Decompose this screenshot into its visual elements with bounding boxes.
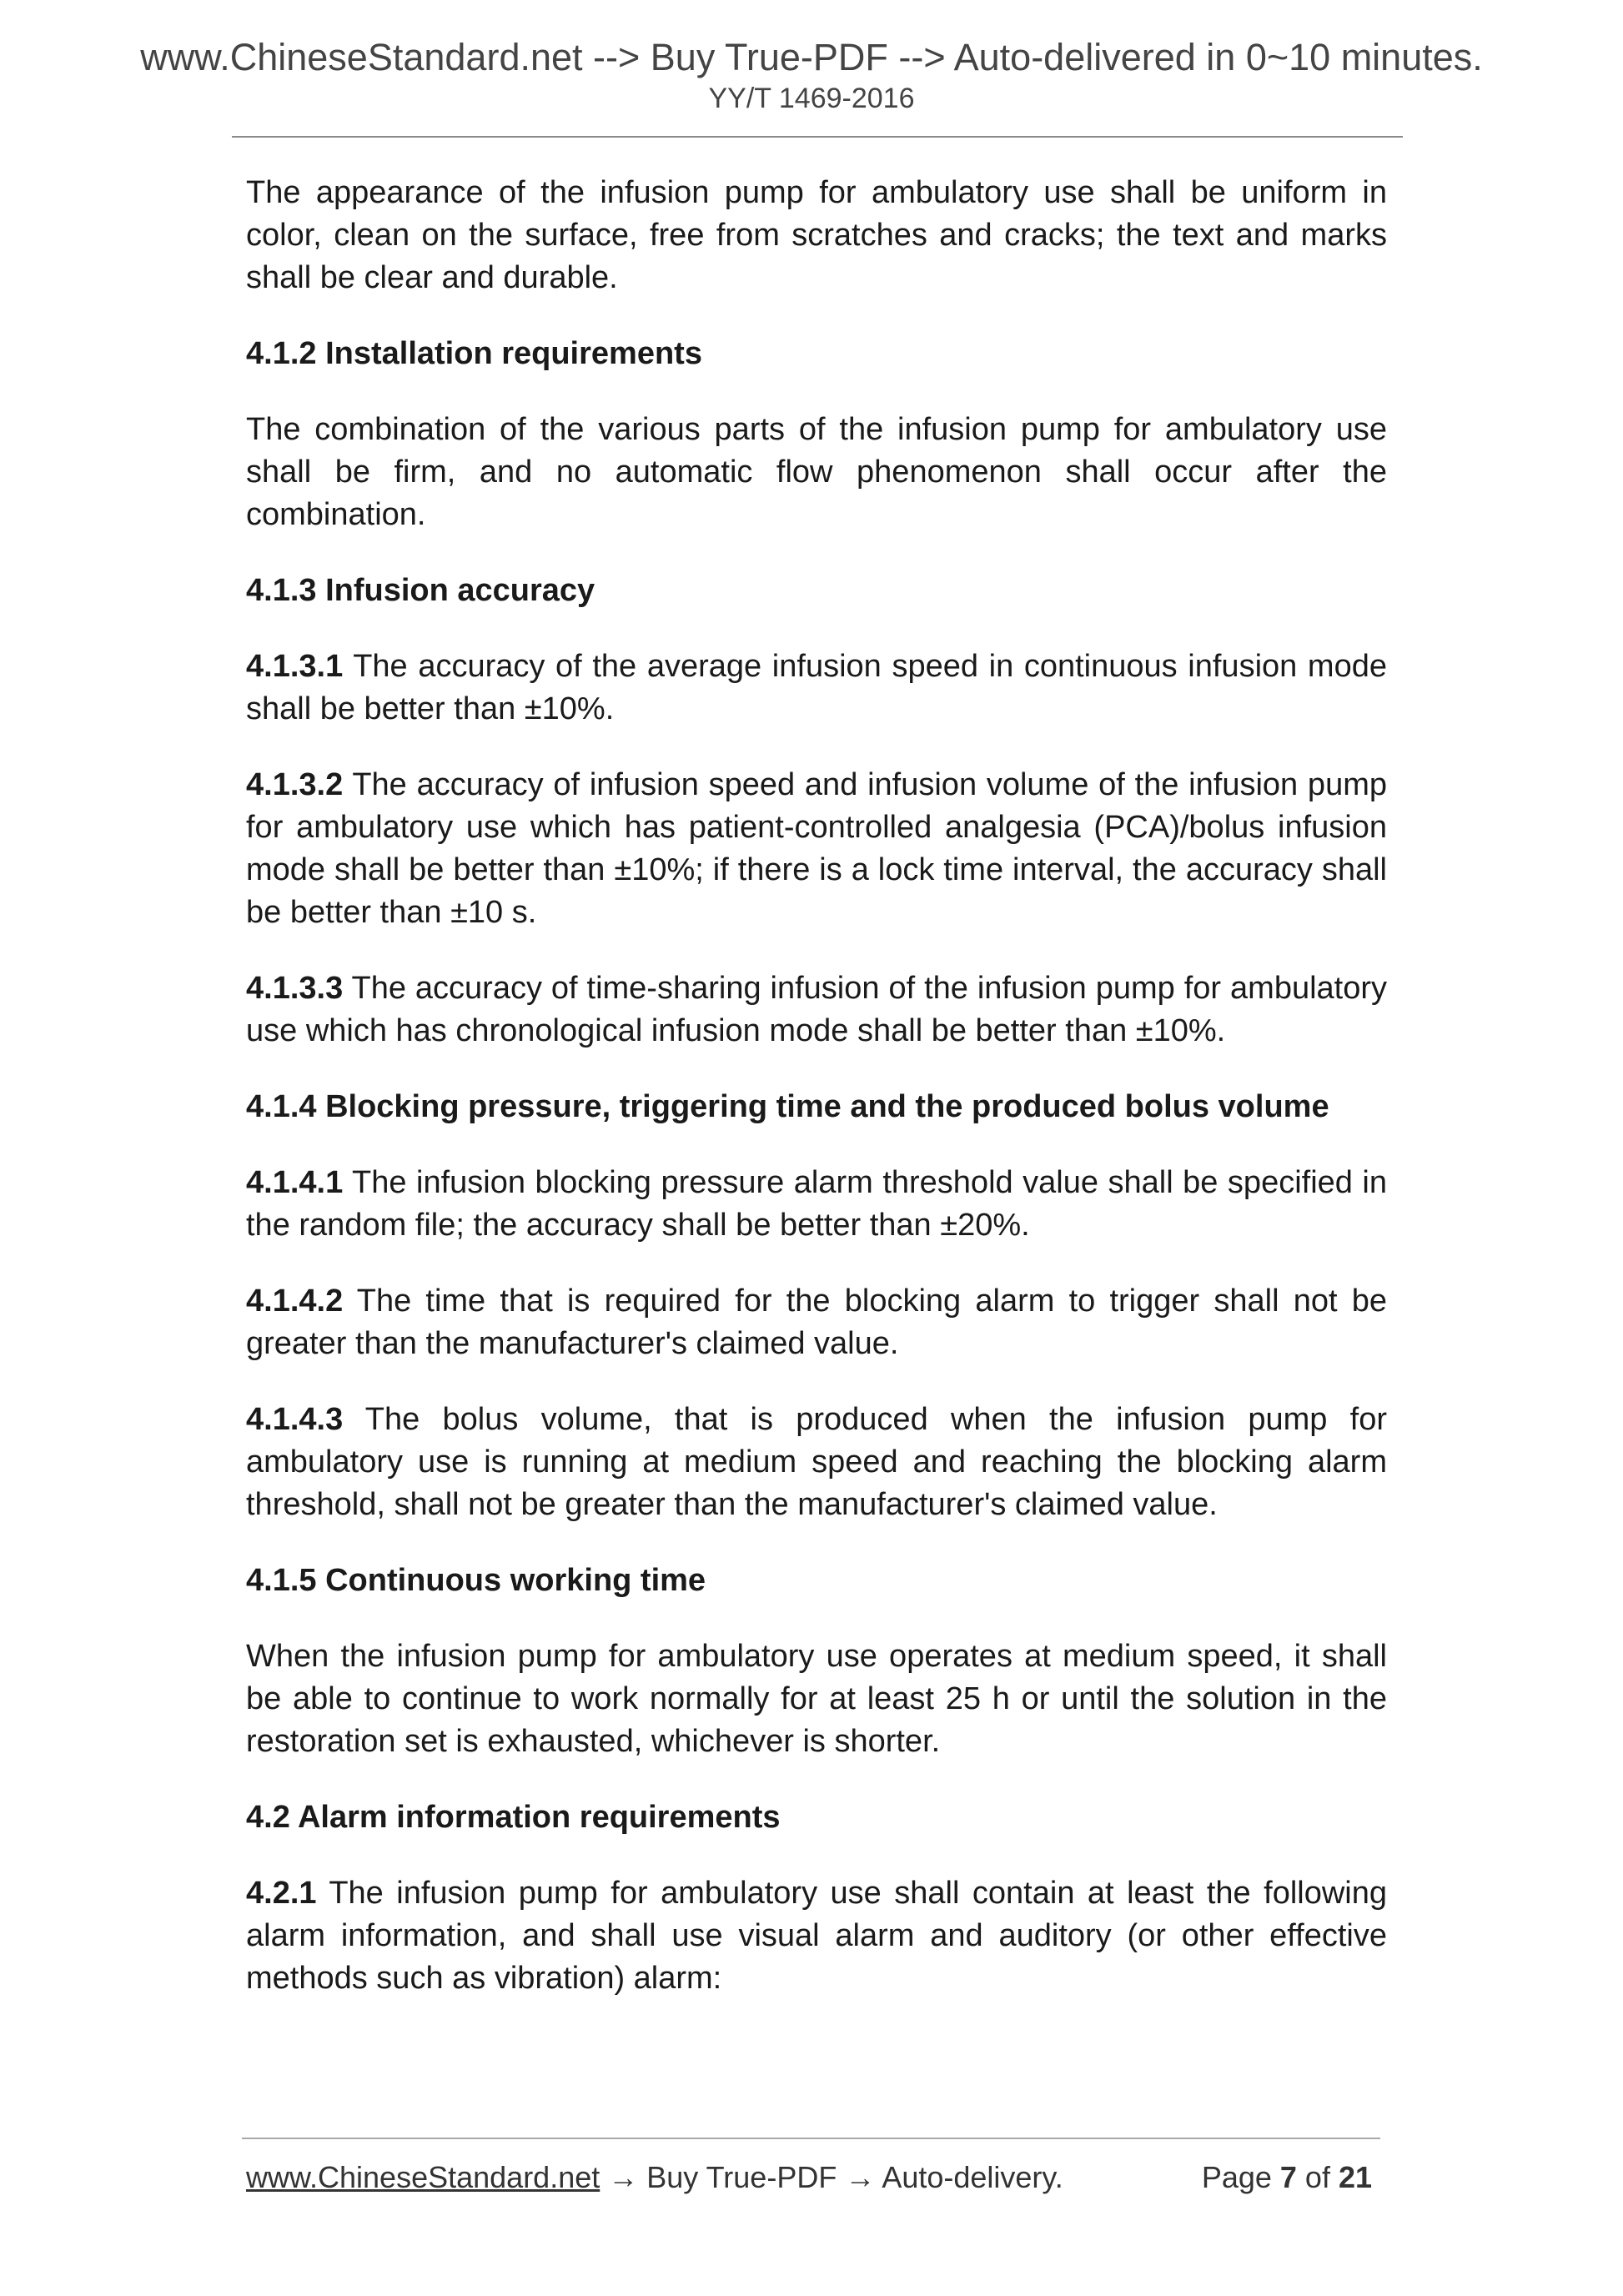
page-label: Page (1201, 2160, 1280, 2194)
footer-site-link[interactable]: www.ChineseStandard.net (246, 2160, 600, 2194)
section-4-2-heading: 4.2 Alarm information requirements (246, 1800, 781, 1835)
clause-text: The infusion blocking pressure alarm threshold value shall be specified in the random file; the accuracy shall be better than ±20%. (246, 1165, 1387, 1243)
clause-4-2-1 (246, 1872, 1387, 2000)
header-divider (232, 136, 1403, 138)
section-4-1-2-heading: 4.1.2 Installation requirements (246, 336, 702, 371)
footer-promo-text: → Buy True-PDF → Auto-delivery. (600, 2160, 1063, 2194)
section-4-1-5-heading: 4.1.5 Continuous working time (246, 1563, 706, 1598)
page-indicator (1202, 2159, 1372, 2196)
clause-text: The time that is required for the blocking alarm to trigger shall not be greater than the manufacturer's claimed value. (246, 1284, 1387, 1361)
document-body (246, 172, 1387, 2033)
clause-4-1-3-3 (246, 967, 1387, 1053)
clause-text: The bolus volume, that is produced when the infusion pump for ambulatory use is running at medium speed and reaching the blocking alarm threshold, shall not be greater than the manufacturer's claimed value. (246, 1402, 1387, 1522)
section-4-1-3-heading: 4.1.3 Infusion accuracy (246, 573, 595, 608)
clause-4-1-3-1 (246, 646, 1387, 731)
clause-number: 4.1.4.2 (246, 1284, 344, 1319)
clause-4-1-4-2 (246, 1280, 1387, 1365)
standard-code: YY/T 1469-2016 (708, 83, 915, 114)
clause-number: 4.1.3.1 (246, 649, 344, 684)
section-4-1-2-text: The combination of the various parts of the infusion pump for ambulatory use shall be firm, and no automatic flow phenomenon shall occur after the combination. (246, 412, 1387, 532)
footer-promo (246, 2159, 1063, 2196)
clause-text: The accuracy of time-sharing infusion of the infusion pump for ambulatory use which has chronological infusion mode shall be better than ±10%. (246, 971, 1388, 1048)
clause-number: 4.1.4.1 (246, 1165, 344, 1200)
clause-4-1-3-2 (246, 764, 1387, 934)
clause-4-1-4-3 (246, 1399, 1387, 1526)
section-4-1-5-text: When the infusion pump for ambulatory use operates at medium speed, it shall be able to continue to work normally for at least 25 h or until the solution in the restoration set is exhausted, whichever is shorter. (246, 1639, 1387, 1759)
clause-number: 4.1.4.3 (246, 1402, 344, 1437)
page-current: 7 (1279, 2160, 1297, 2194)
clause-4-1-4-1 (246, 1162, 1387, 1247)
clause-text: The infusion pump for ambulatory use shall contain at least the following alarm information, and shall use visual alarm and auditory (or other effective methods such as vibration) alarm: (246, 1876, 1387, 1996)
site-banner: www.ChineseStandard.net --> Buy True-PDF --> Auto-delivered in 0~10 minutes. (140, 36, 1483, 78)
intro-paragraph: The appearance of the infusion pump for ambulatory use shall be uniform in color, clean on the surface, free from scratches and cracks; the text and marks shall be clear and durable. (246, 175, 1387, 295)
clause-number: 4.2.1 (246, 1876, 317, 1911)
clause-number: 4.1.3.2 (246, 767, 344, 802)
clause-text: The accuracy of infusion speed and infusion volume of the infusion pump for ambulatory use which has patient-controlled analgesia (PCA)/bolus infusion mode shall be better than ±10%; if there is a lock time interval, the accuracy shall be better than ±10 s. (246, 767, 1387, 930)
section-4-1-4-heading: 4.1.4 Blocking pressure, triggering time and the produced bolus volume (246, 1089, 1329, 1124)
page-of-label: of (1296, 2160, 1339, 2194)
page-total: 21 (1338, 2160, 1372, 2194)
footer-divider (242, 2138, 1380, 2139)
clause-text: The accuracy of the average infusion speed in continuous infusion mode shall be better than ±10%. (246, 649, 1387, 726)
clause-number: 4.1.3.3 (246, 971, 344, 1006)
